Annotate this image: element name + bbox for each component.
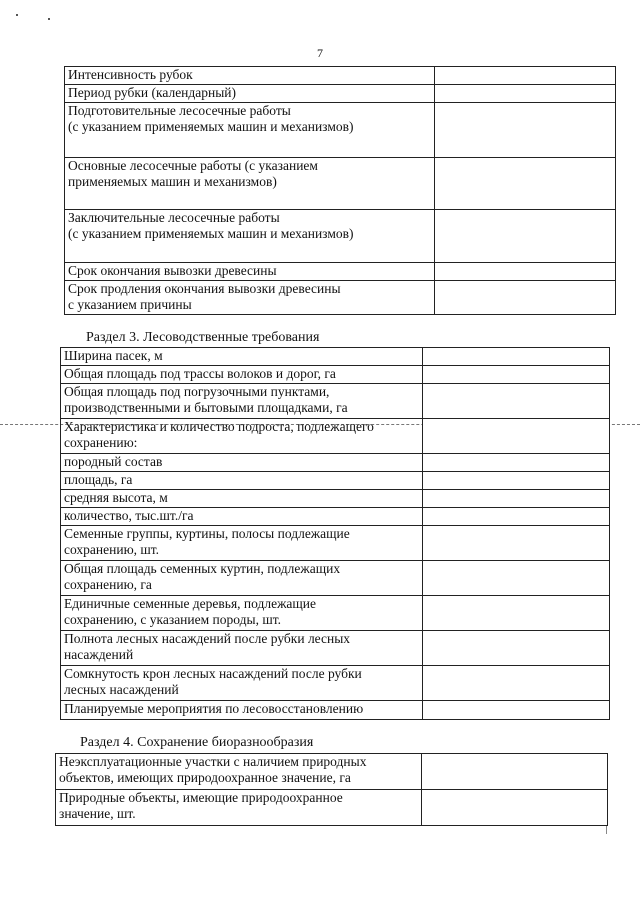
row-value-final-works[interactable] [435,210,616,263]
table-row [65,158,616,210]
table-row [61,666,610,701]
row-label-landing-area: Общая площадь под погрузочными пунктами, производственными и бытовыми площадками, га [61,384,423,419]
row-value-removal-deadline[interactable] [435,263,616,281]
page-number: 7 [317,46,323,60]
row-value-landing-area[interactable] [423,384,610,419]
row-value-non-exploitable-plots[interactable] [422,754,608,790]
row-label-average-height: средняя высота, м [61,490,423,508]
section-3-title: Раздел 3. Лесоводственные требования [86,330,320,345]
row-label-skid-road-area: Общая площадь под трассы волоков и дорог, га [61,366,423,384]
row-value-seed-groups[interactable] [423,526,610,561]
row-label-strip-width: Ширина пасек, м [61,348,423,366]
table-row [61,384,610,419]
row-value-species-composition[interactable] [423,454,610,472]
row-value-undergrowth-area[interactable] [423,472,610,490]
row-label-non-exploitable-plots: Неэксплуатационные участки с наличием природных объектов, имеющих природоохранное значение, га [56,754,422,790]
row-label-removal-deadline: Срок окончания вывозки древесины [65,263,435,281]
row-label-preparatory-works: Подготовительные лесосечные работы (с указанием применяемых машин и механизмов) [65,103,435,158]
table-row [61,631,610,666]
row-value-natural-objects[interactable] [422,790,608,826]
table-row [61,348,610,366]
table-row [65,103,616,158]
table-row [56,790,608,826]
table-row [61,454,610,472]
table-row [61,366,610,384]
row-value-cutting-period[interactable] [435,85,616,103]
row-label-natural-objects: Природные объекты, имеющие природоохранное значение, шт. [56,790,422,826]
row-value-skid-road-area[interactable] [423,366,610,384]
row-value-preparatory-works[interactable] [435,103,616,158]
table-row [65,67,616,85]
row-value-strip-width[interactable] [423,348,610,366]
row-label-seed-groups: Семенные группы, куртины, полосы подлежащие сохранению, шт. [61,526,423,561]
row-label-species-composition: породный состав [61,454,423,472]
row-label-final-works: Заключительные лесосечные работы (с указанием применяемых машин и механизмов) [65,210,435,263]
scan-speck [48,18,50,20]
row-value-quantity[interactable] [423,508,610,526]
row-label-undergrowth-area: площадь, га [61,472,423,490]
row-value-reforestation-measures[interactable] [423,701,610,720]
row-label-reforestation-measures: Планируемые мероприятия по лесовосстановлению [61,701,423,720]
row-value-removal-extension[interactable] [435,281,616,315]
row-label-stand-density: Полнота лесных насаждений после рубки лесных насаждений [61,631,423,666]
row-value-crown-closure[interactable] [423,666,610,701]
table-row [61,526,610,561]
biodiversity-table [55,753,608,826]
table-row [61,419,610,454]
row-label-cutting-intensity: Интенсивность рубок [65,67,435,85]
table-row [65,210,616,263]
table-row [61,508,610,526]
table-row [61,596,610,631]
silvicultural-requirements-table [60,347,610,720]
table-row [61,490,610,508]
section-4-title: Раздел 4. Сохранение биоразнообразия [80,735,314,750]
table-row [61,701,610,720]
row-label-crown-closure: Сомкнутость крон лесных насаждений после рубки лесных насаждений [61,666,423,701]
table-row [61,472,610,490]
table-row [61,561,610,596]
row-label-quantity: количество, тыс.шт./га [61,508,423,526]
table-row [56,754,608,790]
harvest-parameters-table [64,66,616,315]
row-value-main-works[interactable] [435,158,616,210]
row-value-cutting-intensity[interactable] [435,67,616,85]
row-value-stand-density[interactable] [423,631,610,666]
row-label-removal-extension: Срок продления окончания вывозки древесины с указанием причины [65,281,435,315]
row-label-single-seed-trees: Единичные семенные деревья, подлежащие сохранению, с указанием породы, шт. [61,596,423,631]
table-row [65,85,616,103]
table-row [65,281,616,315]
row-value-single-seed-trees[interactable] [423,596,610,631]
row-label-seed-clumps-area: Общая площадь семенных куртин, подлежащих сохранению, га [61,561,423,596]
row-value-seed-clumps-area[interactable] [423,561,610,596]
row-label-undergrowth-header: Характеристика и количество подроста, подлежащего сохранению: [61,419,423,454]
row-value-average-height[interactable] [423,490,610,508]
row-label-cutting-period: Период рубки (календарный) [65,85,435,103]
row-label-main-works: Основные лесосечные работы (с указанием применяемых машин и механизмов) [65,158,435,210]
row-value-undergrowth-header[interactable] [423,419,610,454]
scan-speck [16,14,18,16]
table-row [65,263,616,281]
